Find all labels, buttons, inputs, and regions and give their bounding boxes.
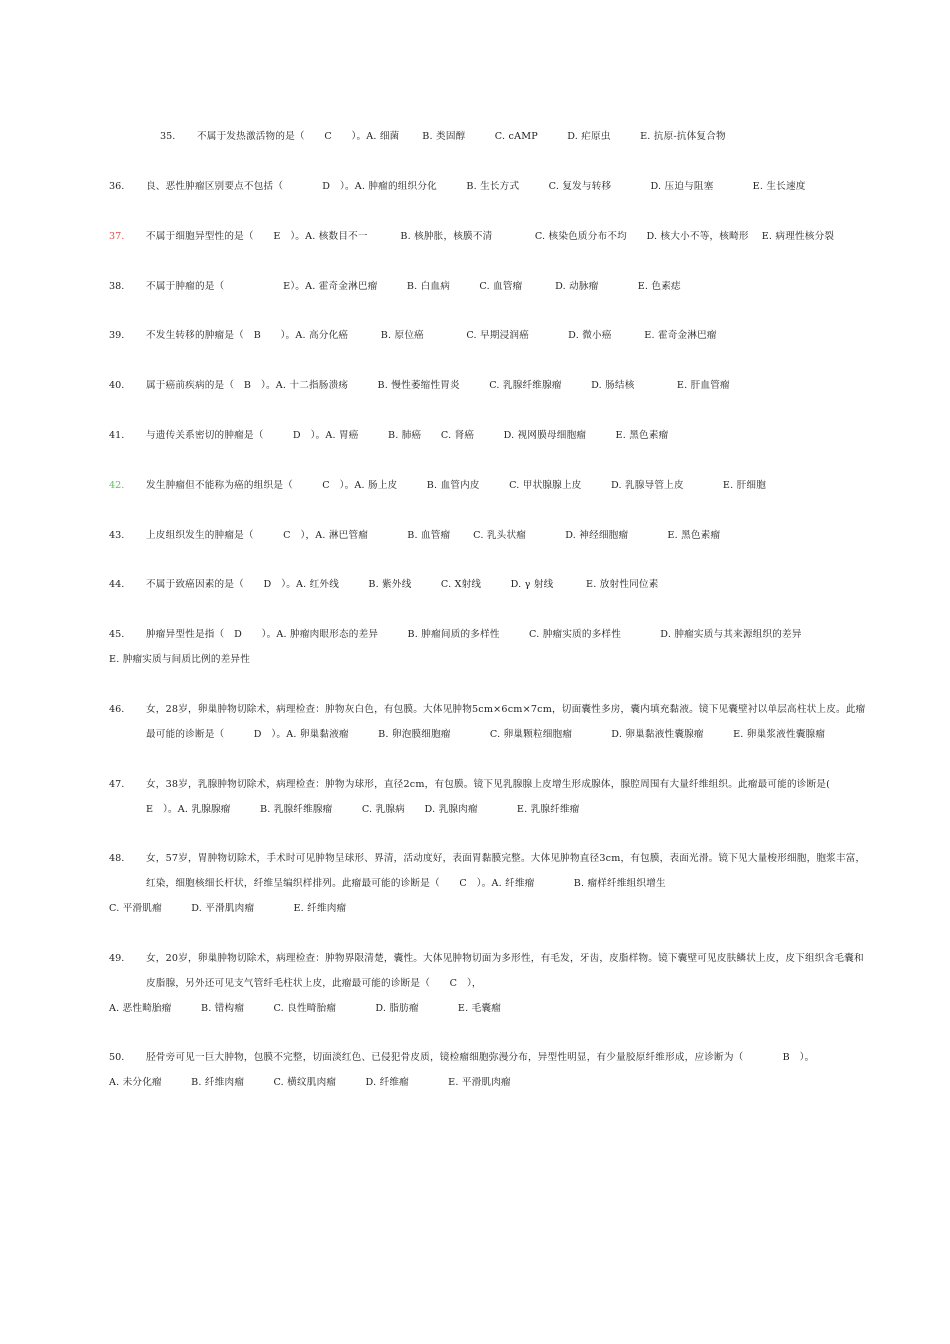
- question-text: 不属于致癌因素的是（ D ）。A. 红外线 B. 紫外线 C. X射线 D. γ 射线 E. 放射性同位素: [146, 579, 659, 590]
- question-text: 良、恶性肿瘤区别要点不包括（ D ）。A. 肿瘤的组织分化 B. 生长方式 C. 复发与转移 D. 压迫与阻塞 E. 生长速度: [146, 181, 806, 192]
- question-options: C. 平滑肌瘤 D. 平滑肌肉瘤 E. 纤维肉瘤: [109, 903, 347, 914]
- question-text: 与遗传关系密切的肿瘤是（ D ）。A. 胃癌 B. 肺癌 C. 肾癌 D. 视网膜母细胞瘤 E. 黑色素瘤: [146, 430, 669, 441]
- question-text: 女，28岁，卵巢肿物切除术，病理检查：肿物灰白色，有包膜。大体见肿物5cm×6cm×7cm，切面囊性多房，囊内填充黏液。镜下见囊壁衬以单层高柱状上皮。此瘤: [146, 704, 866, 715]
- question-number: 43.: [109, 530, 125, 541]
- question-number: 36.: [109, 181, 125, 192]
- question-number: 37.: [109, 231, 125, 242]
- question-text-continued: E. 肿瘤实质与间质比例的差异性: [109, 654, 251, 665]
- question-number: 42.: [109, 480, 125, 491]
- question-text: 上皮组织发生的肿瘤是（ C ），A. 淋巴管瘤 B. 血管瘤 C. 乳头状瘤 D. 神经细胞瘤 E. 黑色素瘤: [146, 530, 721, 541]
- question-number: 40.: [109, 380, 125, 391]
- question-text-continued: 最可能的诊断是（ D ）。A. 卵巢黏液瘤 B. 卵泡膜细胞瘤 C. 卵巢颗粒细胞瘤 D. 卵巢黏液性囊腺瘤 E. 卵巢浆液性囊腺瘤: [146, 729, 826, 740]
- question-number: 41.: [109, 430, 125, 441]
- question-number: 38.: [109, 281, 125, 292]
- question-number: 44.: [109, 579, 125, 590]
- question-text: 不属于细胞异型性的是（ E ）。A. 核数目不一 B. 核肿胀，核膜不清 C. 核染色质分布不均 D. 核大小不等，核畸形 E. 病理性核分裂: [146, 231, 835, 242]
- question-number: 45.: [109, 629, 125, 640]
- question-text: 不属于肿瘤的是（ E）。A. 霍奇金淋巴瘤 B. 白血病 C. 血管瘤 D. 动脉瘤 E. 色素痣: [146, 281, 681, 292]
- question-text-continued: E ）。A. 乳腺腺瘤 B. 乳腺纤维腺瘤 C. 乳腺病 D. 乳腺肉瘤 E. 乳腺纤维瘤: [146, 804, 580, 815]
- question-text: 肿瘤异型性是指（ D ）。A. 肿瘤肉眼形态的差异 B. 肿瘤间质的多样性 C. 肿瘤实质的多样性 D. 肿瘤实质与其来源组织的差异: [146, 629, 802, 640]
- question-text-continued: 皮脂腺，另外还可见支气管纤毛柱状上皮，此瘤最可能的诊断是（ C ），: [146, 978, 482, 989]
- question-number: 46.: [109, 704, 125, 715]
- question-options: A. 未分化瘤 B. 纤维肉瘤 C. 横纹肌肉瘤 D. 纤维瘤 E. 平滑肌肉瘤: [109, 1077, 511, 1088]
- question-options: A. 恶性畸胎瘤 B. 错构瘤 C. 良性畸胎瘤 D. 脂肪瘤 E. 毛囊瘤: [109, 1003, 502, 1014]
- question-text: 女，20岁，卵巢肿物切除术，病理检查：肿物界限清楚，囊性。大体见肿物切面为多形性，有毛发，牙齿，皮脂样物。镜下囊壁可见皮肤鳞状上皮，皮下组织含毛囊和: [146, 953, 864, 964]
- question-text: 属于癌前疾病的是（ B ）。A. 十二指肠溃疡 B. 慢性萎缩性胃炎 C. 乳腺纤维腺瘤 D. 肠结核 E. 肝血管瘤: [146, 380, 730, 391]
- question-number: 47.: [109, 779, 125, 790]
- question-text: 不发生转移的肿瘤是（ B ）。A. 高分化癌 B. 原位癌 C. 早期浸润癌 D. 微小癌 E. 霍奇金淋巴瘤: [146, 330, 717, 341]
- question-text: 发生肿瘤但不能称为癌的组织是（ C ）。A. 肠上皮 B. 血管内皮 C. 甲状腺腺上皮 D. 乳腺导管上皮 E. 肝细胞: [146, 480, 767, 491]
- question-text: 女，57岁，胃肿物切除术，手术时可见肿物呈球形、界清，活动度好，表面胃黏膜完整。大体见肿物直径3cm，有包膜，表面光滑。镜下见大量梭形细胞，胞浆丰富，: [146, 853, 866, 864]
- question-number: 49.: [109, 953, 125, 964]
- question-text: 女，38岁，乳腺肿物切除术，病理检查：肿物为球形，直径2cm，有包膜。镜下见乳腺腺上皮增生形成腺体，腺腔周围有大量纤维组织。此瘤最可能的诊断是(: [146, 779, 831, 790]
- question-number: 35.: [160, 131, 176, 142]
- question-text: 不属于发热激活物的是（ C ）。A. 细菌 B. 类固醇 C. cAMP D. 疟原虫 E. 抗原-抗体复合物: [197, 131, 726, 142]
- question-number: 50.: [109, 1052, 125, 1063]
- question-number: 48.: [109, 853, 125, 864]
- question-text-continued: 红染，细胞核细长杆状，纤维呈编织样排列。此瘤最可能的诊断是（ C ）。A. 纤维瘤 B. 瘤样纤维组织增生: [146, 878, 666, 889]
- question-text: 胫骨旁可见一巨大肿物，包膜不完整，切面淡红色、已侵犯骨皮质，镜检瘤细胞弥漫分布，异型性明显，有少量胶原纤维形成，应诊断为（ B ）。: [146, 1052, 815, 1063]
- question-number: 39.: [109, 330, 125, 341]
